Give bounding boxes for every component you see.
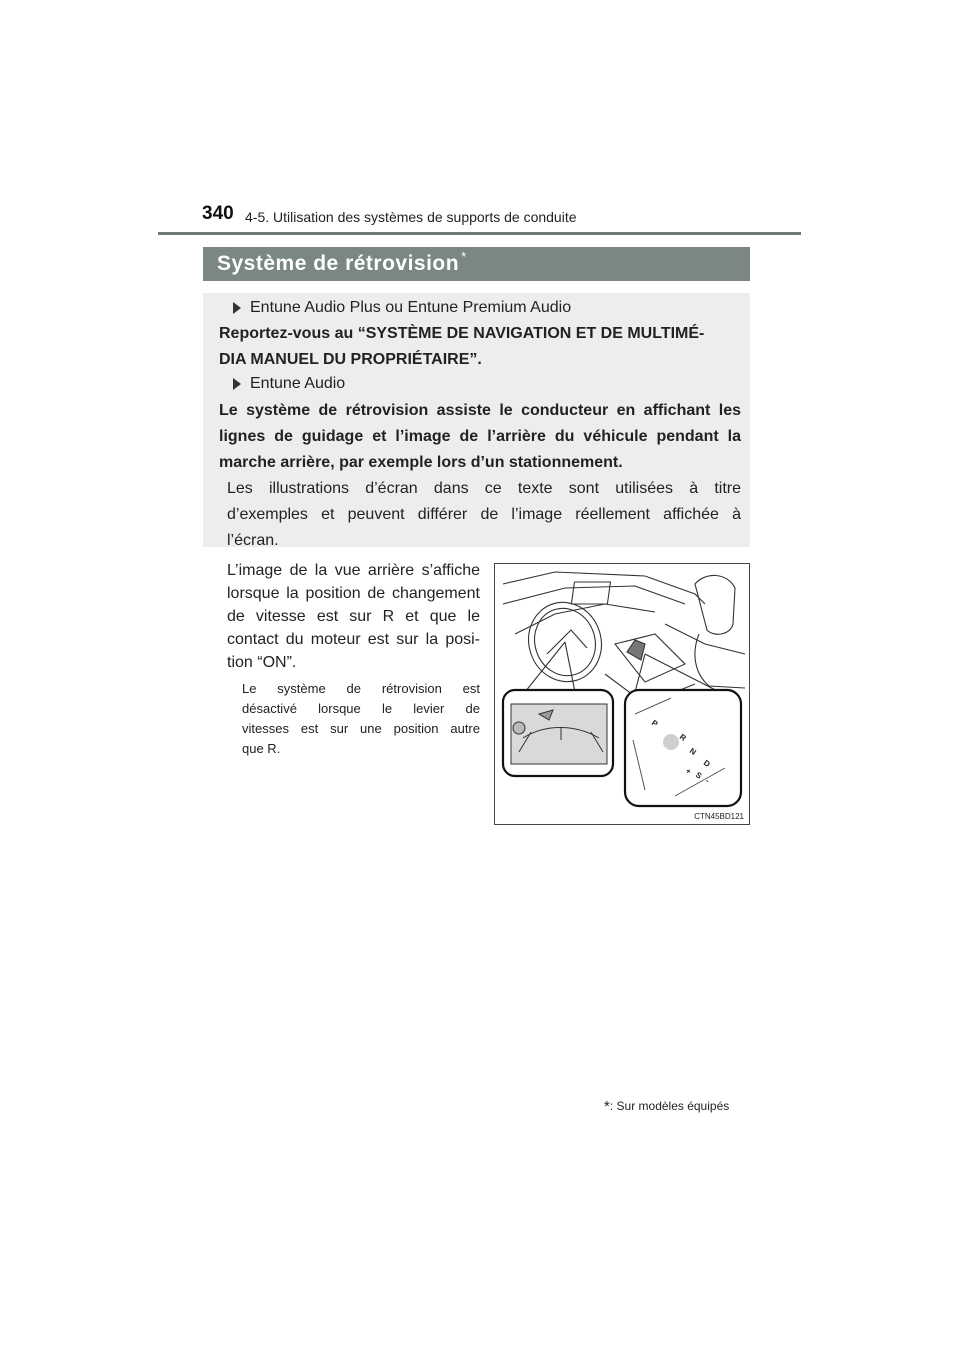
gear-label: D xyxy=(701,758,712,769)
text-line: de vitesse est sur R et que le xyxy=(227,608,480,625)
plain-paragraph xyxy=(227,476,741,554)
figure-code: CTN45BD121 xyxy=(694,812,744,821)
text-line: que R. xyxy=(242,741,281,756)
gear-label: S xyxy=(693,770,704,781)
intro-box xyxy=(203,293,750,547)
text-line: marche arrière, par exemple lors d’un stationnement. xyxy=(219,454,623,471)
gear-label: - xyxy=(703,776,712,786)
bullet-text: Entune Audio xyxy=(250,375,346,392)
text-line: contact du moteur est sur la posi- xyxy=(227,631,480,648)
bold-paragraph xyxy=(219,398,741,476)
section-title-bar xyxy=(203,247,750,281)
chapter-title: 4-5. Utilisation des systèmes de supports de conduite xyxy=(245,209,577,225)
text-line: désactivé lorsque le levier de xyxy=(242,701,480,716)
text-line: tion “ON”. xyxy=(227,654,297,671)
bullet-item xyxy=(233,299,571,317)
text-line: l’écran. xyxy=(227,532,279,549)
monitor-callout xyxy=(503,690,613,776)
triangle-bullet-icon xyxy=(233,378,241,390)
section-title: Système de rétrovision xyxy=(217,252,460,275)
shifter-callout xyxy=(625,690,741,806)
bullet-item xyxy=(233,375,345,393)
triangle-bullet-icon xyxy=(233,302,241,314)
text-line: vitesses est sur une position autre xyxy=(242,721,480,736)
title-asterisk: * xyxy=(461,248,467,264)
text-line: lorsque la position de changement xyxy=(227,585,480,602)
rear-view-illustration xyxy=(494,563,750,825)
gear-label: R xyxy=(677,732,688,743)
text-line: Le système de rétrovision assiste le conducteur en affichant les xyxy=(219,402,741,419)
car-interior-drawing xyxy=(495,564,749,824)
text-line: DIA MANUEL DU PROPRIÉTAIRE”. xyxy=(219,351,482,368)
note-paragraph xyxy=(242,679,480,759)
body-paragraph xyxy=(227,559,480,674)
bullet-text: Entune Audio Plus ou Entune Premium Audio xyxy=(250,299,572,316)
footnote-asterisk: * xyxy=(604,1098,610,1115)
header-rule xyxy=(158,232,801,235)
text-line: lignes de guidage et l’image de l’arrière du véhicule pendant la xyxy=(219,428,741,445)
bold-paragraph xyxy=(219,321,741,373)
gear-label: N xyxy=(687,746,698,757)
text-line: Les illustrations d’écran dans ce texte sont utilisées à titre xyxy=(227,480,741,497)
gear-label: P xyxy=(649,718,660,729)
text-line: L’image de la vue arrière s’affiche xyxy=(227,562,480,579)
text-line: Reportez-vous au “SYSTÈME DE NAVIGATION ET DE MULTIMÉ- xyxy=(219,325,705,342)
footnote xyxy=(604,1098,729,1115)
text-line: Le système de rétrovision est xyxy=(242,681,480,696)
page-number: 340 xyxy=(202,203,234,224)
footnote-text: : Sur modèles équipés xyxy=(609,1099,730,1113)
gear-label: + xyxy=(683,766,693,777)
text-line: d’exemples et peuvent différer de l’image réellement affichée à xyxy=(227,506,741,523)
